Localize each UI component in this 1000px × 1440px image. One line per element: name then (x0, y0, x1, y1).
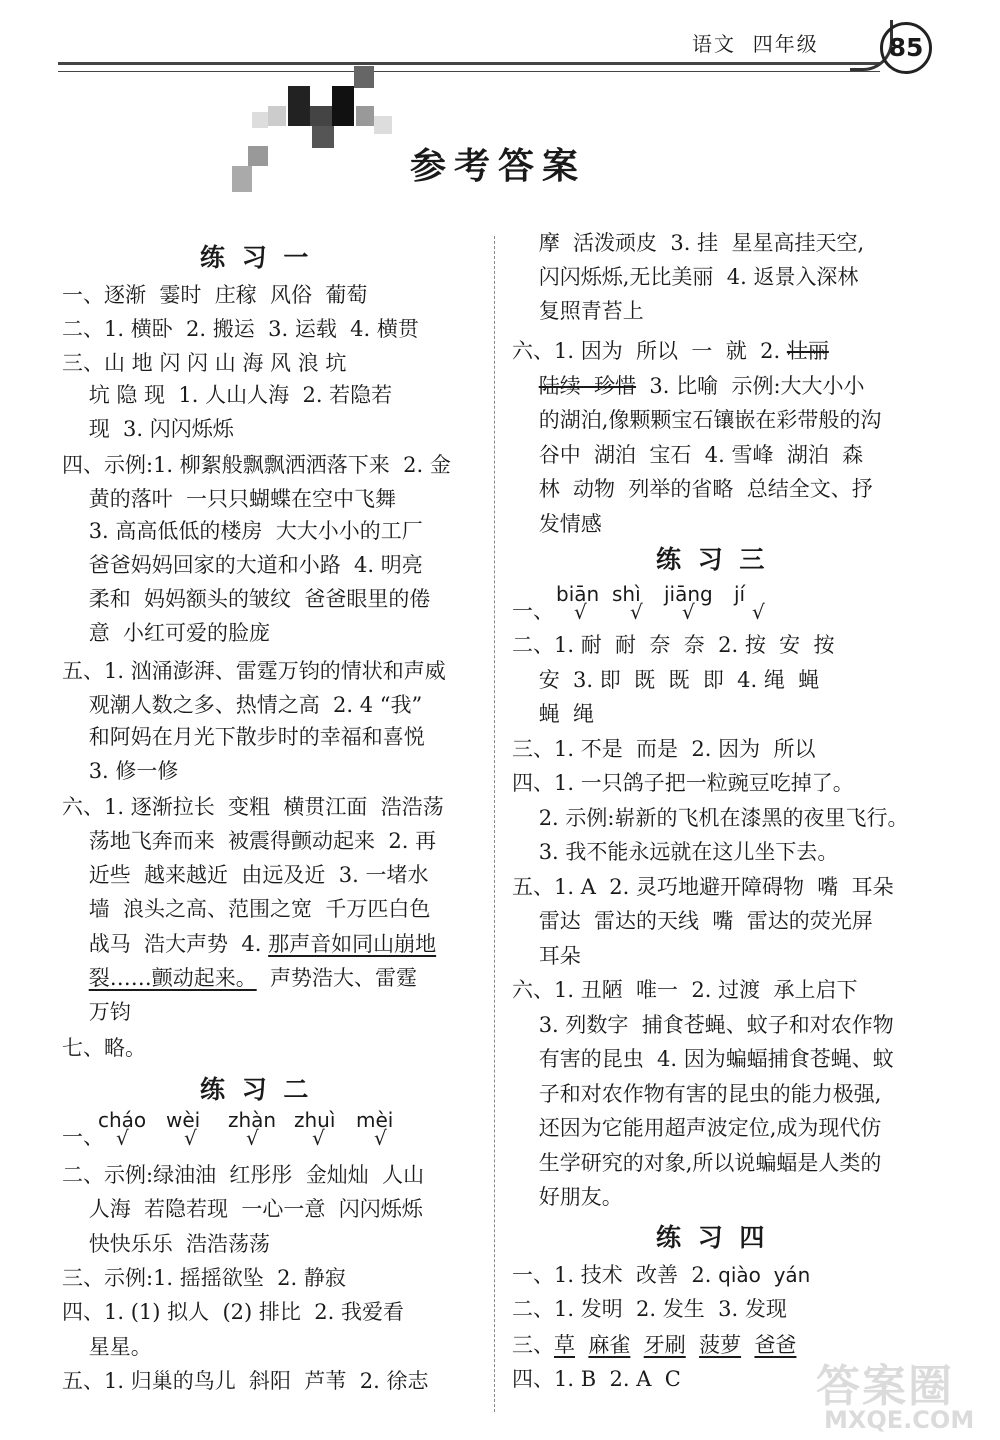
answer-line: 发情感 (512, 511, 602, 536)
answer-line: 四、示例:1. 柳絮般飘飘洒洒落下来 2. 金 (62, 453, 451, 477)
answer-line: 荡地飞奔而来 被震得颤动起来 2. 再 (62, 829, 437, 853)
answer-line: 谷中 湖泊 宝石 4. 雪峰 湖泊 森 (512, 442, 864, 467)
check-mark-icon: √ (574, 600, 587, 624)
answer-line: 三、山 地 闪 闪 山 海 风 浪 坑 (62, 351, 347, 375)
answer-line: 五、1. 归巢的鸟儿 斜阳 芦苇 2. 徐志 (62, 1368, 429, 1393)
pinyin-syllable: jí (734, 582, 746, 606)
answer-line: 复照青苔上 (512, 299, 644, 323)
answer-line: 坑 隐 现 1. 人山人海 2. 若隐若 (62, 383, 393, 407)
answer-line: 闪闪烁烁,无比美丽 4. 返景入深林 (512, 265, 859, 289)
answer-line: 意 小红可爱的脸庞 (62, 621, 271, 645)
answer-line: 一、逐渐 霎时 庄稼 风俗 葡萄 (62, 283, 368, 307)
pinyin-syllable: zhàn (228, 1108, 277, 1132)
answer-line: 三、示例:1. 摇摇欲坠 2. 静寂 (62, 1265, 346, 1290)
answer-line: 裂……颤动起来。 声势浩大、雷霆 (88, 966, 418, 990)
answer-line: 3. 列数字 捕食苍蝇、蚊子和对农作物 (512, 1012, 894, 1037)
check-mark-icon: √ (116, 1126, 129, 1150)
watermark-logo-text: 答案圈 (816, 1361, 954, 1412)
answer-line: 二、1. 耐 耐 奈 奈 2. 按 安 按 (512, 633, 835, 657)
answer-line: 3. 修一修 (62, 759, 179, 783)
answer-line: 近些 越来越近 由远及近 3. 一堵水 (62, 863, 429, 887)
check-mark-icon: √ (752, 600, 765, 624)
pinyin-syllable: zhuì (294, 1108, 336, 1132)
answer-line: 四、1. (1) 拟人 (2) 排比 2. 我爱看 (62, 1300, 404, 1325)
watermark (816, 1350, 996, 1438)
pinyin-syllable: jiāng (664, 582, 713, 606)
answer-line: 摩 活泼顽皮 3. 挂 星星高挂天空, (512, 231, 865, 255)
answer-line: 观潮人数之多、热情之高 2. 4 “我” (62, 693, 423, 717)
column-divider (494, 236, 495, 1412)
answer-line: 万钧 (62, 1000, 131, 1024)
answer-line: 二、1. 横卧 2. 搬运 3. 运载 4. 横贯 (62, 317, 419, 341)
check-mark-icon: √ (630, 600, 643, 624)
answer-line: 2. 示例:崭新的飞机在漆黑的夜里飞行。 (512, 805, 909, 830)
pinyin-syllable: cháo (98, 1108, 147, 1132)
answer-line: 还因为它能用超声波定位,成为现代仿 (512, 1116, 882, 1140)
pinyin-syllable: wèi (166, 1108, 201, 1132)
page-number: 85 (880, 22, 932, 74)
answer-line: 爸爸妈妈回家的大道和小路 4. 明亮 (62, 553, 423, 577)
answer-line: 蝇 绳 (512, 702, 595, 726)
answer-line: 好朋友。 (512, 1185, 623, 1209)
answer-line: 3. 高高低低的楼房 大大小小的工厂 (62, 519, 423, 543)
answer-line: 六、1. 因为 所以 一 就 2. 壮丽 (512, 339, 829, 363)
answer-line: 三、1. 不是 而是 2. 因为 所以 (512, 736, 816, 761)
answer-line: 一、 (62, 1125, 104, 1149)
answer-line: 一、 (512, 599, 554, 623)
answer-line: 和阿妈在月光下散步时的幸福和喜悦 (62, 725, 425, 749)
answer-line: 生学研究的对象,所以说蝙蝠是人类的 (512, 1150, 882, 1175)
answer-line: 一、1. 技术 改善 2. qiào yán (512, 1263, 811, 1287)
answer-line: 六、1. 逐渐拉长 变粗 横贯江面 浩浩荡 (62, 795, 444, 819)
answer-line: 二、示例:绿油油 红彤彤 金灿灿 人山 (62, 1163, 425, 1187)
answer-line: 七、略。 (62, 1036, 146, 1060)
answer-line: 四、1. B 2. A C (512, 1367, 681, 1391)
answer-line: 星星。 (62, 1334, 152, 1359)
section-title-ex1: 练 习 一 (200, 243, 313, 272)
answer-line: 三、草 麻雀 牙刷 菠萝 爸爸 (512, 1333, 797, 1357)
pinyin-syllable: biān (556, 582, 600, 606)
answer-line: 五、1. A 2. 灵巧地避开障碍物 嘴 耳朵 (512, 874, 894, 899)
answer-line: 二、1. 发明 2. 发生 3. 发现 (512, 1297, 787, 1321)
watermark-url: MXQE.COM (824, 1406, 975, 1434)
answer-line: 有害的昆虫 4. 因为蝙蝠捕食苍蝇、蚊 (512, 1047, 894, 1071)
answer-line: 柔和 妈妈额头的皱纹 爸爸眼里的倦 (62, 587, 431, 611)
answer-line: 耳朵 (512, 943, 581, 968)
answer-line: 的湖泊,像颗颗宝石镶嵌在彩带般的沟 (512, 408, 882, 432)
answer-line: 陆续 珍惜 3. 比喻 示例:大大小小 (538, 374, 865, 398)
check-mark-icon: √ (682, 600, 695, 624)
answer-line: 雷达 雷达的天线 嘴 雷达的荧光屏 (512, 909, 873, 933)
header-rule (58, 62, 880, 72)
section-title-ex3: 练 习 三 (656, 545, 769, 574)
section-title-ex4: 练 习 四 (656, 1223, 769, 1252)
answer-line: 子和对农作物有害的昆虫的能力极强, (512, 1081, 882, 1106)
answer-line: 林 动物 列举的省略 总结全文、抒 (512, 477, 873, 501)
pinyin-syllable: mèi (356, 1108, 394, 1132)
section-title-ex2: 练 习 二 (200, 1075, 313, 1104)
answer-line: 人海 若隐若现 一心一意 闪闪烁烁 (62, 1197, 423, 1222)
check-mark-icon: √ (246, 1126, 259, 1150)
pinyin-syllable: shì (612, 582, 641, 606)
check-mark-icon: √ (374, 1126, 387, 1150)
answer-line: 3. 我不能永远就在这儿坐下去。 (512, 840, 839, 864)
answer-line: 黄的落叶 一只只蝴蝶在空中飞舞 (62, 487, 397, 511)
header-subject-grade: 语文 四年级 (692, 32, 819, 56)
answer-line: 现 3. 闪闪烁烁 (62, 417, 234, 441)
answer-line: 快快乐乐 浩浩荡荡 (62, 1231, 271, 1256)
answer-line: 六、1. 丑陋 唯一 2. 过渡 承上启下 (512, 978, 858, 1002)
answer-line: 墙 浪头之高、范围之宽 千万匹白色 (62, 897, 431, 921)
answer-line: 战马 浩大声势 4. 那声音如同山崩地 (62, 932, 437, 956)
answer-line: 五、1. 汹涌澎湃、雷霆万钧的情状和声威 (62, 659, 446, 683)
check-mark-icon: √ (312, 1126, 325, 1150)
mosaic-decoration (228, 66, 398, 196)
answer-line: 安 3. 即 既 既 即 4. 绳 蝇 (512, 667, 820, 692)
answer-line: 四、1. 一只鸽子把一粒豌豆吃掉了。 (512, 771, 854, 795)
page-title: 参考答案 (410, 145, 587, 187)
check-mark-icon: √ (184, 1126, 197, 1150)
